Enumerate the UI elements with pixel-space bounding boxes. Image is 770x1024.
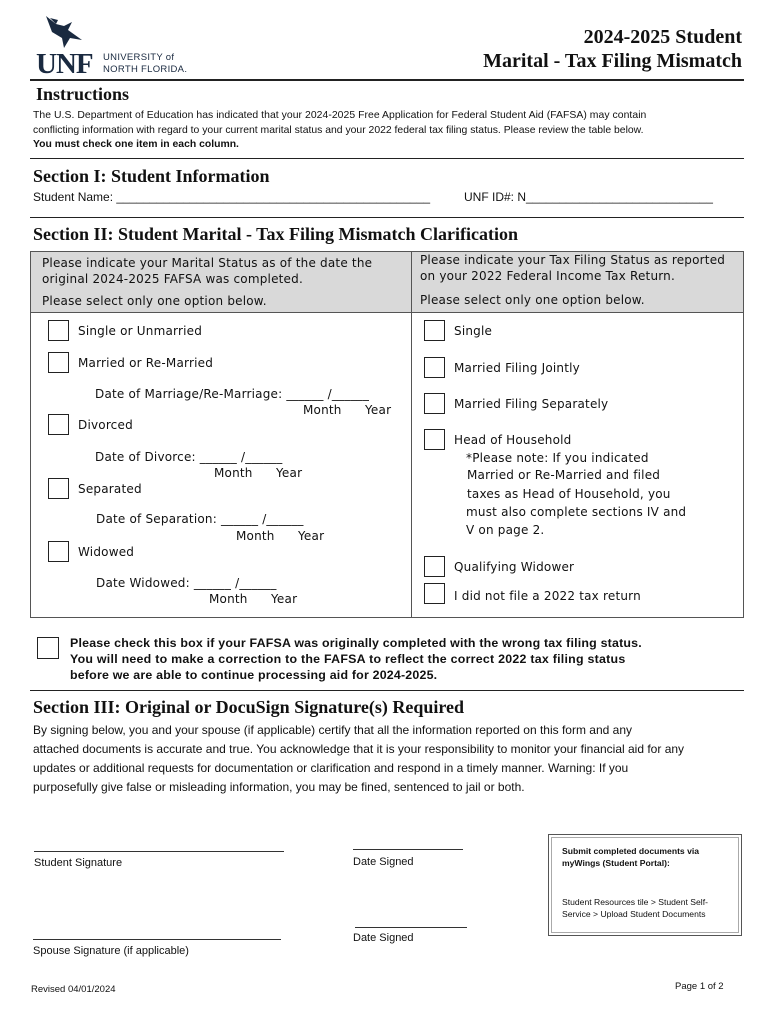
marriage-year-label: Year: [365, 403, 392, 417]
hoh-note-line1: *Please note: If you indicated: [466, 451, 649, 465]
separation-year-label: Year: [298, 529, 325, 543]
submit-line2: myWings (Student Portal):: [562, 858, 670, 868]
separated-label: Separated: [78, 482, 142, 496]
logo-letters: UNF: [36, 48, 93, 80]
tax-single-checkbox[interactable]: [424, 320, 445, 341]
logo-north-florida: NORTH FLORIDA.: [103, 64, 188, 75]
mfj-label: Married Filing Jointly: [454, 361, 580, 375]
married-label: Married or Re-Married: [78, 356, 214, 370]
right-header-select: Please select only one option below.: [420, 293, 645, 307]
date-signed-2-label: Date Signed: [353, 932, 414, 944]
mfs-checkbox[interactable]: [424, 393, 445, 414]
header-divider: [30, 79, 744, 81]
unf-logo: [36, 14, 216, 78]
section1-divider: [30, 217, 744, 218]
divorce-month-label: Month: [214, 466, 253, 480]
instructions-line1: The U.S. Department of Education has indicated that your 2024-2025 Free Application for Federal Student Aid (FAFSA) may contain: [33, 110, 647, 121]
wrong-status-line3: before we are able to continue processing aid for 2024-2025.: [70, 668, 438, 682]
unf-id-field[interactable]: UNF ID#: N____________________________: [464, 190, 713, 204]
wrong-status-checkbox[interactable]: [37, 637, 59, 659]
spouse-signature-line[interactable]: [33, 939, 281, 940]
divorced-label: Divorced: [78, 418, 133, 432]
date-signed-1-label: Date Signed: [353, 856, 414, 868]
table-column-divider: [411, 252, 412, 617]
page-title-line1: 2024-2025 Student: [583, 26, 742, 48]
separated-checkbox[interactable]: [48, 478, 69, 499]
tax-single-label: Single: [454, 324, 493, 338]
instructions-heading: Instructions: [36, 84, 130, 104]
single-unmarried-label: Single or Unmarried: [78, 324, 203, 338]
section3-body-line1: By signing below, you and your spouse (if applicable) certify that all the information reported on this form and any: [33, 723, 632, 737]
submit-line3: Student Resources tile > Student Self-: [562, 897, 708, 907]
student-signature-label: Student Signature: [34, 857, 123, 869]
marriage-date-field[interactable]: Date of Marriage/Re-Marriage: ______ /______: [95, 387, 370, 401]
left-header-line1: Please indicate your Marital Status as of the date the: [42, 256, 373, 270]
right-header-line2: on your 2022 Federal Income Tax Return.: [420, 269, 675, 283]
widowed-checkbox[interactable]: [48, 541, 69, 562]
divorce-year-label: Year: [276, 466, 303, 480]
wrong-status-line1: Please check this box if your FAFSA was originally completed with the wrong tax filing status.: [70, 636, 642, 650]
married-checkbox[interactable]: [48, 352, 69, 373]
section3-body-line3: updates or additional requests for documentation or clarification and respond in a timely manner. Warning: If you: [33, 761, 629, 775]
separation-date-field[interactable]: Date of Separation: ______ /______: [96, 512, 304, 526]
spouse-signature-label: Spouse Signature (if applicable): [33, 945, 189, 957]
submit-line1: Submit completed documents via: [562, 846, 700, 856]
date-signed-2-line[interactable]: [355, 927, 467, 928]
hoh-note-line5: V on page 2.: [466, 523, 545, 537]
left-header-select: Please select only one option below.: [42, 294, 267, 308]
instructions-line2: conflicting information with regard to your current marital status and your 2022 federal tax filing status. Please review the table below.: [33, 125, 644, 136]
divorced-checkbox[interactable]: [48, 414, 69, 435]
section1-heading: Section I: Student Information: [33, 166, 270, 186]
hoh-note-line4: must also complete sections IV and: [466, 505, 687, 519]
widowed-date-field[interactable]: Date Widowed: ______ /______: [96, 576, 277, 590]
submit-line4: Service > Upload Student Documents: [562, 909, 706, 919]
instructions-divider: [30, 158, 744, 159]
no-file-label: I did not file a 2022 tax return: [454, 589, 641, 603]
widower-label: Qualifying Widower: [454, 560, 575, 574]
revised-date: Revised 04/01/2024: [31, 984, 116, 995]
section3-heading: Section III: Original or DocuSign Signature(s) Required: [33, 697, 465, 717]
no-file-checkbox[interactable]: [424, 583, 445, 604]
right-header-line1: Please indicate your Tax Filing Status as reported: [420, 253, 726, 267]
instructions-must-check: You must check one item in each column.: [33, 139, 239, 150]
divorce-date-field[interactable]: Date of Divorce: ______ /______: [95, 450, 283, 464]
section2-heading: Section II: Student Marital - Tax Filing Mismatch Clarification: [33, 224, 518, 244]
widowed-year-label: Year: [271, 592, 298, 606]
section3-body-line4: purposefully give false or misleading information, you may be fined, sentenced to jail or both.: [33, 780, 525, 794]
separation-month-label: Month: [236, 529, 275, 543]
mfj-checkbox[interactable]: [424, 357, 445, 378]
hoh-label: Head of Household: [454, 433, 572, 447]
left-header-line2: original 2024-2025 FAFSA was completed.: [42, 272, 303, 286]
widower-checkbox[interactable]: [424, 556, 445, 577]
section2-divider: [30, 690, 744, 691]
mfs-label: Married Filing Separately: [454, 397, 609, 411]
student-name-field[interactable]: Student Name: _______________________________________________: [33, 190, 431, 204]
hoh-note-line2: Married or Re-Married and filed: [467, 468, 661, 482]
date-signed-1-line[interactable]: [353, 849, 463, 850]
hoh-note-line3: taxes as Head of Household, you: [467, 487, 671, 501]
widowed-label: Widowed: [78, 545, 135, 559]
single-unmarried-checkbox[interactable]: [48, 320, 69, 341]
hoh-checkbox[interactable]: [424, 429, 445, 450]
page-title-line2: Marital - Tax Filing Mismatch: [483, 50, 742, 72]
widowed-month-label: Month: [209, 592, 248, 606]
page-number: Page 1 of 2: [675, 981, 724, 992]
wrong-status-line2: You will need to make a correction to the FAFSA to reflect the correct 2022 tax filing status: [70, 652, 626, 666]
logo-university: UNIVERSITY of: [103, 52, 175, 63]
marriage-month-label: Month: [303, 403, 342, 417]
student-signature-line[interactable]: [34, 851, 284, 852]
section3-body-line2: attached documents is accurate and true. You acknowledge that it is your responsibility to monitor your financial aid for any: [33, 742, 685, 756]
